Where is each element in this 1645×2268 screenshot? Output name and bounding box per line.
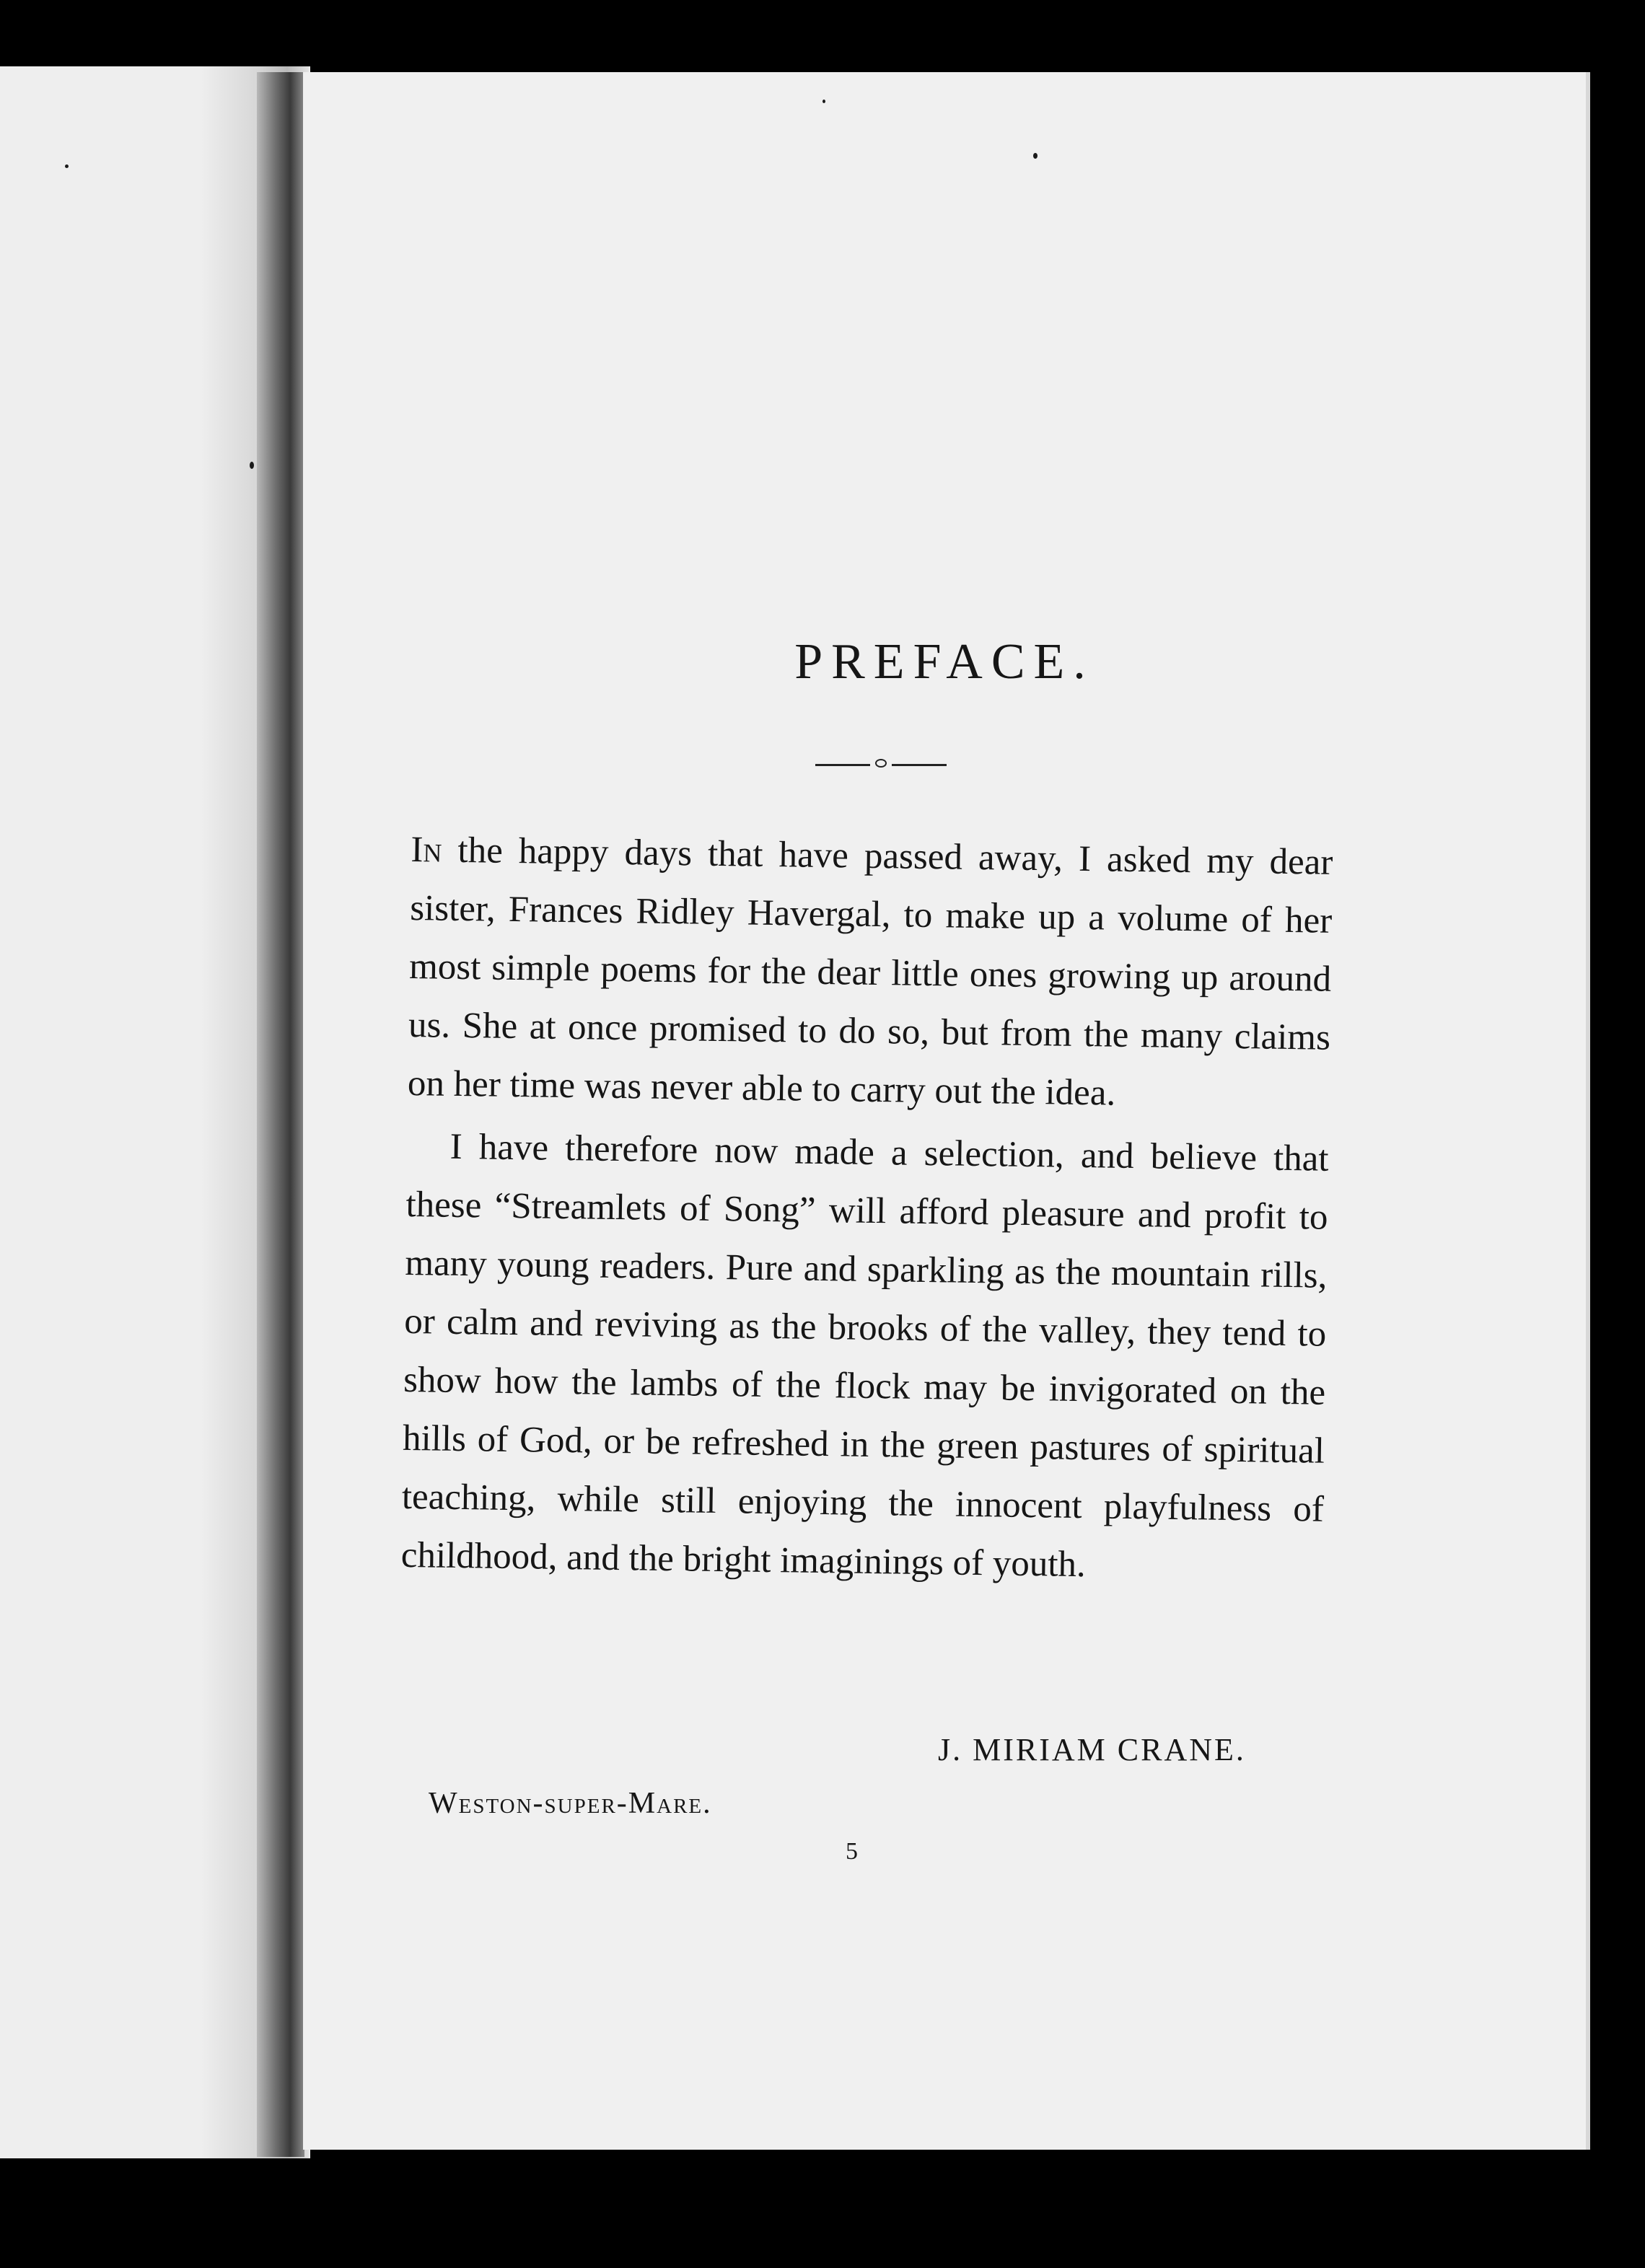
preface-body bbox=[400, 821, 1333, 1598]
ornament-circle bbox=[875, 759, 887, 768]
paragraph-1-lead: In bbox=[411, 829, 442, 871]
title-ornament bbox=[815, 759, 947, 769]
ink-fleck bbox=[65, 164, 69, 168]
paragraph-2: I have therefore now made a selection, and believe that these “Streamlets of Song” will afford pleasure and profit to many young readers. Pure and sparkling as the mountain rills, or calm and reviving as the brooks of the valley, they tend to show how the lambs of the flock may be invigorated on the hills of God, or be refreshed in the green pastures of spiritual teaching, while still enjoying the innocent playfulness of childhood, and the bright imaginings of youth. bbox=[400, 1126, 1329, 1586]
paragraph-1 bbox=[407, 821, 1333, 1126]
signature: J. MIRIAM CRANE. bbox=[938, 1732, 1246, 1767]
ornament-rule-right bbox=[892, 764, 947, 766]
page-number: 5 bbox=[846, 1838, 858, 1865]
place-line: Weston-super-Mare. bbox=[429, 1787, 712, 1820]
ink-fleck bbox=[250, 462, 254, 469]
ornament-rule-left bbox=[815, 764, 870, 766]
ink-fleck bbox=[1033, 153, 1038, 159]
ink-fleck bbox=[822, 100, 825, 103]
paragraph-1-text: the happy days that have passed away, I asked my dear sister, Frances Ridley Havergal, to make up a volume of her most simple poems for the dear little ones growing up around us. She at once promised to do so, but from the many claims on her time was never able to carry out the idea. bbox=[407, 830, 1333, 1114]
page-title: PREFACE. bbox=[794, 634, 1095, 690]
book-spine bbox=[257, 72, 304, 2157]
